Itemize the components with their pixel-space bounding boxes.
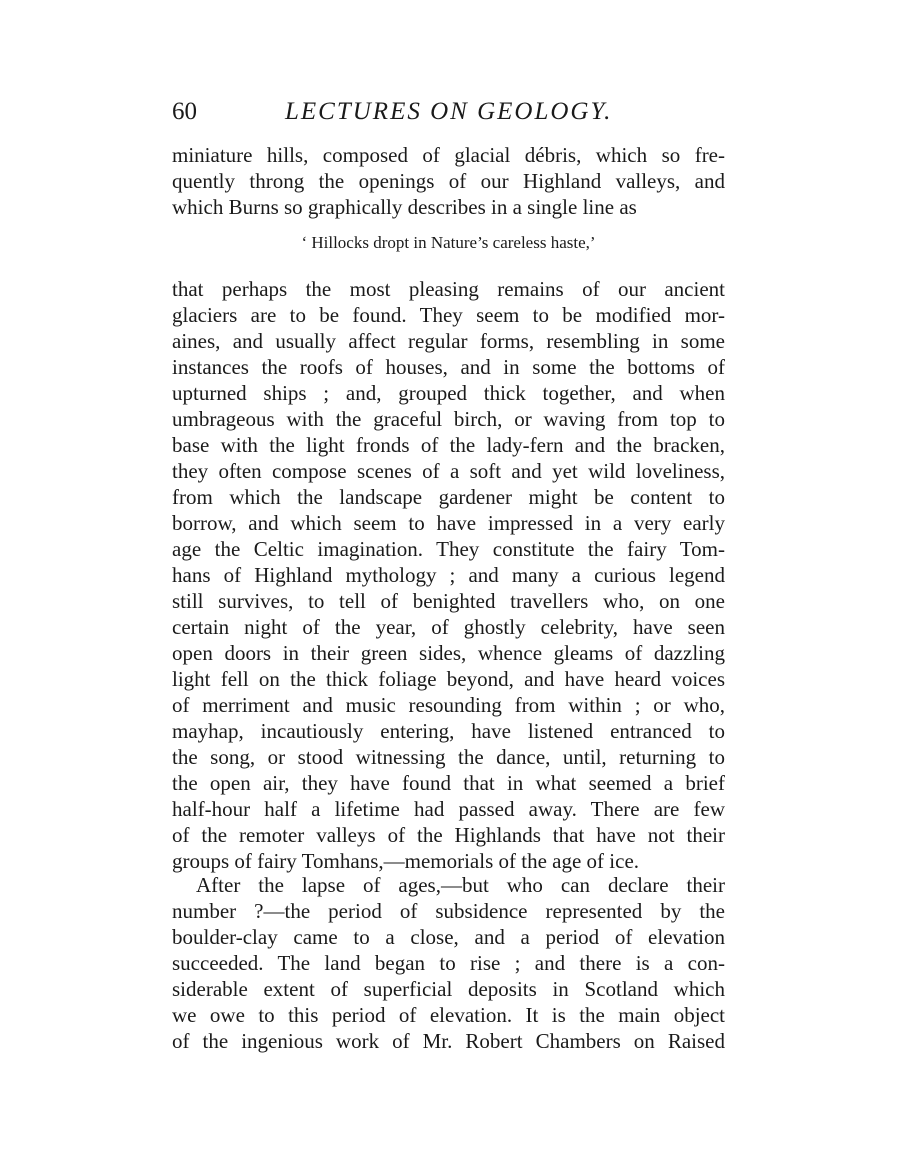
text-line: of merriment and music resounding from within ; or who, (172, 693, 725, 717)
text-line: still survives, to tell of benighted travellers who, on one (172, 589, 725, 613)
text-line: succeeded. The land began to rise ; and there is a con- (172, 951, 725, 975)
text-line: number ?—the period of subsidence represented by the (172, 899, 725, 923)
text-line: that perhaps the most pleasing remains of our ancient (172, 277, 725, 301)
text-line: of the ingenious work of Mr. Robert Chambers on Raised (172, 1029, 725, 1053)
text-line: upturned ships ; and, grouped thick together, and when (172, 381, 725, 405)
text-line: boulder-clay came to a close, and a period of elevation (172, 925, 725, 949)
text-line: miniature hills, composed of glacial débris, which so fre- (172, 143, 725, 167)
text-line: borrow, and which seem to have impressed in a very early (172, 511, 725, 535)
text-line: from which the landscape gardener might be content to (172, 485, 725, 509)
quotation: ‘ Hillocks dropt in Nature’s careless haste,’ (301, 233, 596, 252)
text-line: After the lapse of ages,—but who can declare their (196, 873, 725, 897)
page-number: 60 (172, 98, 197, 125)
text-line: we owe to this period of elevation. It is the main object (172, 1003, 725, 1027)
text-line: the open air, they have found that in what seemed a brief (172, 771, 725, 795)
text-line: half-hour half a lifetime had passed away. There are few (172, 797, 725, 821)
running-title: LECTURES ON GEOLOGY. (285, 98, 613, 125)
text-line: glaciers are to be found. They seem to be modified mor- (172, 303, 725, 327)
paragraph-main (172, 276, 725, 874)
paragraph-new (172, 872, 725, 1054)
text-line: hans of Highland mythology ; and many a curious legend (172, 563, 725, 587)
text-line: open doors in their green sides, whence gleams of dazzling (172, 641, 725, 665)
text-line: of the remoter valleys of the Highlands that have not their (172, 823, 725, 847)
paragraph-continued (172, 142, 725, 220)
text-line: light fell on the thick foliage beyond, and have heard voices (172, 667, 725, 691)
text-line: mayhap, incautiously entering, have listened entranced to (172, 719, 725, 743)
text-line: base with the light fronds of the lady-fern and the bracken, (172, 433, 725, 457)
text-line: age the Celtic imagination. They constitute the fairy Tom- (172, 537, 725, 561)
text-line: aines, and usually affect regular forms, resembling in some (172, 329, 725, 353)
text-line: quently throng the openings of our Highland valleys, and (172, 169, 725, 193)
text-line: which Burns so graphically describes in a single line as (172, 195, 637, 219)
text-line: umbrageous with the graceful birch, or waving from top to (172, 407, 725, 431)
running-head (172, 95, 727, 129)
text-line: instances the roofs of houses, and in some the bottoms of (172, 355, 725, 379)
text-line: siderable extent of superficial deposits in Scotland which (172, 977, 725, 1001)
text-line: certain night of the year, of ghostly celebrity, have seen (172, 615, 725, 639)
text-line: groups of fairy Tomhans,—memorials of the age of ice. (172, 849, 640, 873)
text-line: they often compose scenes of a soft and yet wild loveliness, (172, 459, 725, 483)
text-line: the song, or stood witnessing the dance, until, returning to (172, 745, 725, 769)
